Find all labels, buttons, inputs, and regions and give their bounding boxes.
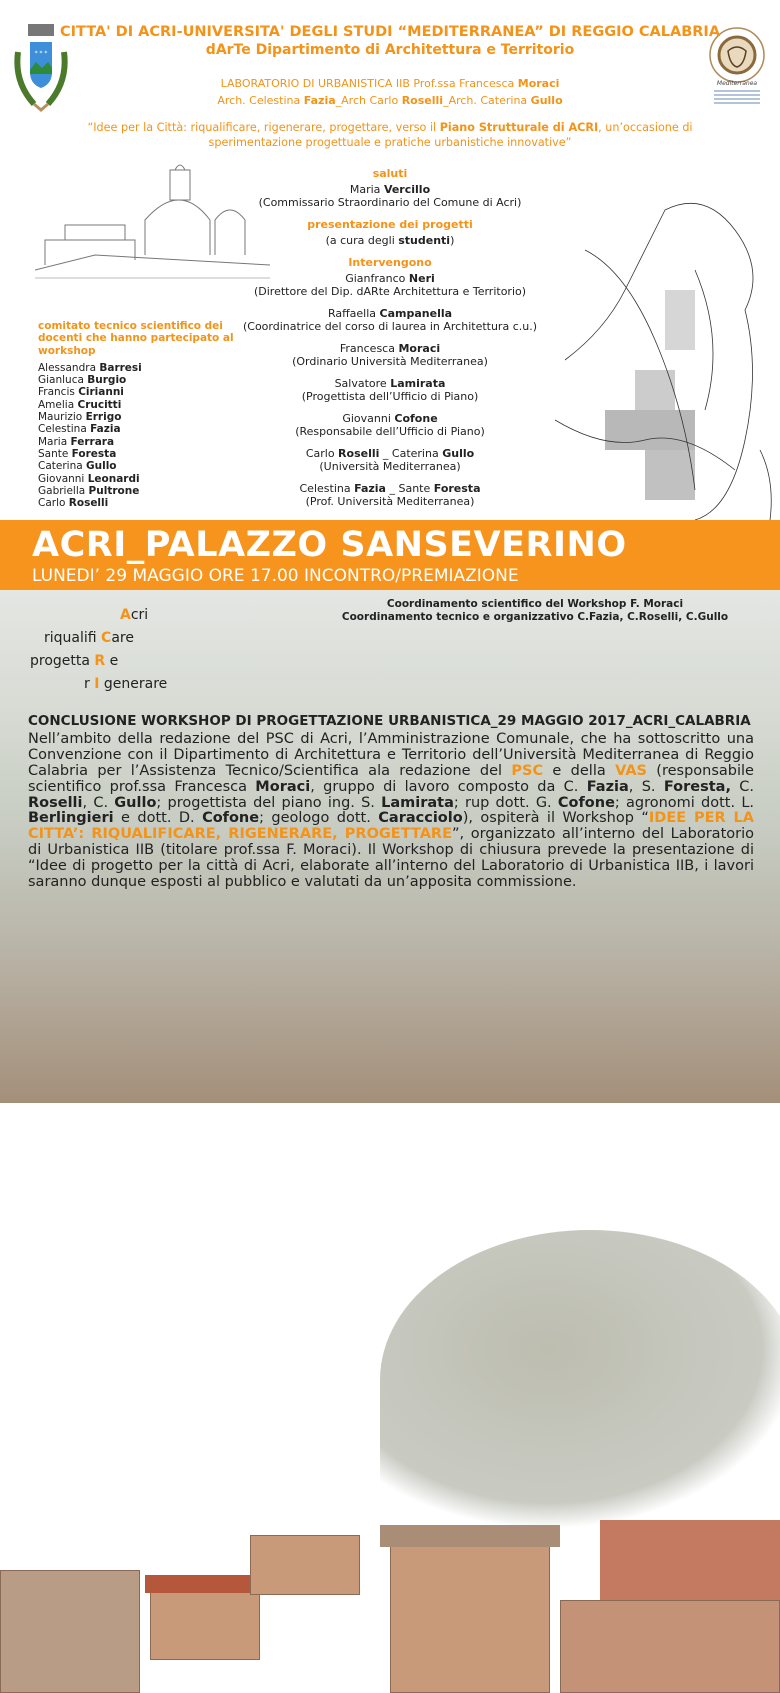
roofs	[600, 1520, 780, 1610]
emphasis-text: Lamirata	[381, 794, 454, 811]
text-span: Giovanni	[342, 412, 395, 425]
emphasis-text: Fazia	[354, 482, 386, 495]
first-name: Caterina	[38, 460, 87, 473]
speaker-line	[240, 447, 540, 460]
emphasis-text: Fazia	[586, 778, 629, 795]
text-span: (Commissario Straordinario del Comune di Acri)	[258, 196, 522, 209]
text-span: , C.	[82, 794, 115, 811]
acrostic-line	[30, 650, 167, 673]
text-span: ; rup dott. G.	[453, 794, 558, 811]
text-span: _Arch. Caterina	[443, 94, 531, 107]
last-name: Crucitti	[77, 398, 122, 411]
speaker	[240, 412, 540, 438]
text-span: (Responsabile dell’Ufficio di Piano)	[295, 425, 485, 438]
emphasis-text: Cofone	[202, 810, 260, 827]
last-name: Gullo	[86, 460, 117, 473]
text-span: , un’occasione di sperimentazione progettuale e pratiche urbanistiche innovative”	[208, 121, 693, 149]
building	[250, 1535, 360, 1595]
program	[240, 163, 540, 517]
emphasis-text: PSC	[511, 762, 544, 779]
speaker	[240, 342, 540, 368]
text-span: Gianfranco	[345, 272, 409, 285]
acrostic-letter: C	[101, 630, 112, 646]
emphasis-text: Gullo	[442, 447, 475, 460]
program-heading: presentazione dei progetti	[307, 218, 473, 231]
committee-list	[38, 362, 238, 510]
emphasis-text: Fazia	[303, 94, 336, 107]
emphasis-text: Berlingieri	[28, 810, 114, 827]
roof	[145, 1575, 265, 1593]
program-heading: saluti	[372, 167, 408, 180]
text-span: (Progettista dell’Ufficio di Piano)	[301, 390, 479, 403]
text-span: Carlo	[305, 447, 339, 460]
emphasis-text: Cofone	[557, 794, 615, 811]
first-name: Alessandra	[38, 361, 100, 374]
text-span: Celestina	[299, 482, 355, 495]
emphasis-text: Campanella	[379, 307, 453, 320]
speaker	[240, 482, 540, 508]
speaker	[240, 272, 540, 298]
speaker-line	[240, 390, 540, 403]
committee-member	[38, 399, 238, 411]
speaker-line	[240, 460, 540, 473]
emphasis-text: Gullo	[530, 94, 563, 107]
text-span: (Ordinario Università Mediterranea)	[292, 355, 488, 368]
speaker	[240, 183, 540, 209]
lab-line	[0, 77, 780, 90]
last-name: Ferrara	[70, 435, 115, 448]
committee-member	[38, 448, 238, 460]
text-span: “Idee per la Città: riqualificare, rigenerare, progettare, verso il	[87, 121, 440, 134]
speaker-line	[240, 482, 540, 495]
committee-member	[38, 485, 238, 497]
emphasis-text: IDEE PER LA CITTA’: RIQUALIFICARE, RIGENERARE, PROGETTARE	[28, 810, 755, 843]
hill	[380, 1230, 780, 1530]
emphasis-text: Moraci	[255, 778, 311, 795]
urban-map-sketch	[545, 190, 780, 530]
emphasis-text: Neri	[408, 272, 435, 285]
arch-line	[0, 94, 780, 107]
text-span: (a cura degli	[325, 234, 399, 247]
committee-member	[38, 473, 238, 485]
first-name: Amelia	[38, 398, 78, 411]
program-heading: Intervengono	[348, 256, 432, 269]
committee-title: comitato tecnico scientifico dei docenti che hanno partecipato al workshop	[38, 320, 234, 357]
last-name: Pultrone	[88, 484, 140, 497]
text-span: e della	[543, 762, 616, 779]
text-span: ; agronomi dott. L.	[614, 794, 755, 811]
first-name: Giovanni	[38, 472, 88, 485]
building	[0, 1570, 140, 1693]
body-paragraph	[28, 732, 754, 891]
speaker-line	[240, 425, 540, 438]
acrostic-suffix: generare	[99, 676, 168, 692]
text-span: ; geologo dott.	[259, 810, 379, 827]
emphasis-text: Moraci	[398, 342, 441, 355]
acrostic-line	[30, 627, 167, 650]
acrostic-letter: A	[120, 607, 131, 623]
speaker-line	[240, 196, 540, 209]
text-span: Salvatore	[334, 377, 391, 390]
text-span: (Direttore del Dip. dARte Architettura e Territorio)	[253, 285, 527, 298]
committee	[38, 320, 238, 509]
emphasis-text: Roselli	[28, 794, 83, 811]
first-name: Gabriella	[38, 484, 89, 497]
palazzo-sanseverino	[390, 1530, 550, 1693]
committee-member	[38, 423, 238, 435]
text-span: Arch. Celestina	[217, 94, 304, 107]
acrostic-letter: R	[94, 653, 106, 669]
emphasis-text: Foresta	[433, 482, 481, 495]
speaker	[240, 307, 540, 333]
text-span: C.	[730, 778, 754, 795]
text-span: (Università Mediterranea)	[319, 460, 461, 473]
text-span: ; progettista del piano ing. S.	[156, 794, 382, 811]
emphasis-text: Roselli	[401, 94, 444, 107]
emphasis-text: Gullo	[114, 794, 157, 811]
last-name: Errigo	[85, 411, 122, 424]
speaker-line	[240, 272, 540, 285]
committee-member	[38, 362, 238, 374]
svg-text:Mediterranea: Mediterranea	[716, 80, 758, 87]
coordination	[290, 598, 780, 624]
last-name: Burgio	[87, 374, 127, 387]
emphasis-text: Piano Strutturale di ACRI	[439, 121, 599, 134]
committee-member	[38, 386, 238, 398]
acrostic-letter: I	[94, 676, 100, 692]
acrostic-prefix: riqualifi	[44, 630, 102, 646]
text-span: (Prof. Università Mediterranea)	[305, 495, 475, 508]
first-name: Gianluca	[38, 374, 88, 387]
text-span: e dott. D.	[113, 810, 203, 827]
first-name: Maria	[38, 435, 71, 448]
committee-member	[38, 460, 238, 472]
acrostic-line	[30, 604, 167, 627]
speaker-line	[240, 342, 540, 355]
emphasis-text: Moraci	[517, 77, 560, 90]
theme-quote	[60, 120, 720, 150]
speaker	[240, 377, 540, 403]
first-name: Sante	[38, 447, 72, 460]
text-span: (responsabile scientifico prof.ssa Francesca	[28, 762, 754, 795]
speaker-line	[240, 183, 540, 196]
text-span: _ Caterina	[379, 447, 443, 460]
text-span: )	[450, 234, 455, 247]
committee-member	[38, 411, 238, 423]
last-name: Cirianni	[78, 386, 124, 399]
speaker-line	[240, 234, 540, 247]
text-span: (Coordinatrice del corso di laurea in Architettura c.u.)	[242, 320, 537, 333]
acrostic-prefix: progetta	[30, 653, 95, 669]
speaker-line	[240, 307, 540, 320]
first-name: Celestina	[38, 423, 91, 436]
speaker-line	[240, 355, 540, 368]
acrostic-suffix: are	[111, 630, 134, 646]
emphasis-text: Foresta,	[663, 778, 731, 795]
emphasis-text: Caracciolo	[378, 810, 463, 827]
speaker	[240, 447, 540, 473]
speaker-line	[240, 285, 540, 298]
emphasis-text: Vercillo	[383, 183, 431, 196]
emphasis-text: Roselli	[338, 447, 380, 460]
text-span: , S.	[628, 778, 664, 795]
last-name: Roselli	[68, 497, 109, 510]
acrostic	[30, 604, 167, 696]
emphasis-text: Lamirata	[390, 377, 446, 390]
text-span: Maria	[349, 183, 384, 196]
cathedral-sketch	[35, 160, 270, 285]
first-name: Francis	[38, 386, 79, 399]
acrostic-suffix: e	[105, 653, 119, 669]
acrostic-suffix: cri	[130, 607, 149, 623]
header-title: CITTA' DI ACRI-UNIVERSITA' DEGLI STUDI “MEDITERRANEA” DI REGGIO CALABRIA	[59, 24, 721, 40]
text-span: LABORATORIO DI URBANISTICA IIB Prof.ssa Francesca	[220, 77, 518, 90]
text-span: _Arch Carlo	[335, 94, 402, 107]
svg-text:* * *: * * *	[34, 50, 48, 57]
event-title: ACRI_PALAZZO SANSEVERINO	[32, 525, 627, 565]
text-span: _ Sante	[385, 482, 434, 495]
coordination-scientific: Coordinamento scientifico del Workshop F. Moraci	[386, 598, 684, 610]
emphasis-text: studenti	[398, 234, 451, 247]
text-span: Raffaella	[327, 307, 380, 320]
speaker-line	[240, 495, 540, 508]
emphasis-text: Cofone	[394, 412, 438, 425]
acrostic-prefix: r	[84, 676, 95, 692]
building	[560, 1600, 780, 1693]
text-span: , gruppo di lavoro composto da C.	[310, 778, 587, 795]
committee-member	[38, 374, 238, 386]
body-title: CONCLUSIONE WORKSHOP DI PROGETTAZIONE URBANISTICA_29 MAGGIO 2017_ACRI_CALABRIA	[28, 713, 751, 729]
text-span: ), ospiterà il Workshop “	[462, 810, 649, 827]
event-date: LUNEDI’ 29 MAGGIO ORE 17.00 INCONTRO/PREMIAZIONE	[32, 566, 519, 586]
acrostic-line	[30, 673, 167, 696]
speaker-line	[240, 320, 540, 333]
last-name: Fazia	[90, 423, 121, 436]
text-span: ”, organizzato all’interno del Laboratorio di Urbanistica IIB (titolare prof.ssa F. Moraci). Il Workshop di chiusura prevede la presentazione di “Idee di progetto per la città di Acri, elaborate all’interno del Laboratorio di Urbanistica IIB, i lavori saranno dunque esposti al pubblico e valutati da un’apposita commissione.	[28, 826, 754, 891]
emphasis-text: VAS	[615, 762, 647, 779]
roof	[380, 1525, 560, 1547]
last-name: Foresta	[71, 447, 117, 460]
committee-member	[38, 436, 238, 448]
coordination-technical: Coordinamento tecnico e organizzativo C.Fazia, C.Roselli, C.Gullo	[341, 611, 729, 623]
committee-member	[38, 497, 238, 509]
last-name: Barresi	[99, 361, 142, 374]
last-name: Leonardi	[87, 472, 140, 485]
speaker-line	[240, 412, 540, 425]
first-name: Maurizio	[38, 411, 86, 424]
speaker-line	[240, 377, 540, 390]
text-span: Nell’ambito della redazione del PSC di Acri, l’Amministrazione Comunale, che ha sottoscritto una Convenzione con il Dipartimento di Architettura e Territorio dell’Università Mediterranea di Reggio Calabria per l’Assistenza Tecnico/Scientifica ala redazione del	[28, 730, 754, 779]
body-text	[28, 714, 754, 891]
header-subtitle: dArTe Dipartimento di Architettura e Territorio	[205, 42, 575, 58]
text-span: Francesca	[339, 342, 399, 355]
first-name: Carlo	[38, 497, 69, 510]
speaker	[240, 234, 540, 247]
